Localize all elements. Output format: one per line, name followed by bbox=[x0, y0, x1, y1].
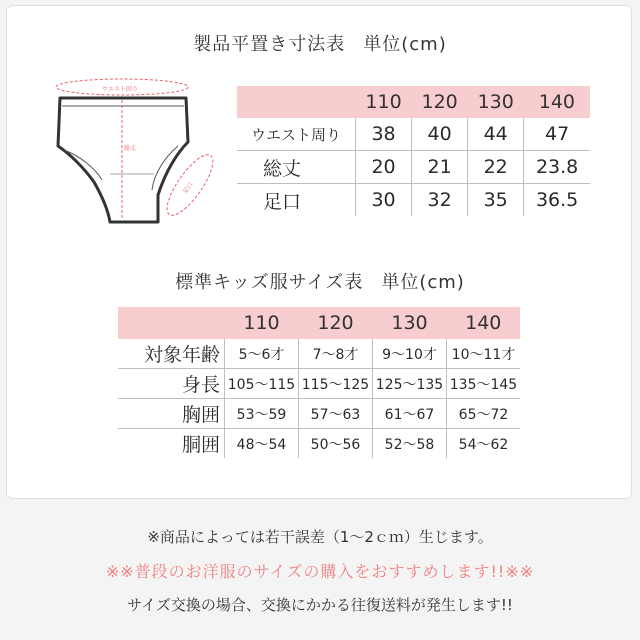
product-table-header-row bbox=[237, 86, 590, 118]
table-cell: 53〜59 bbox=[225, 399, 299, 429]
table-row bbox=[118, 369, 520, 399]
size-header-130: 130 bbox=[468, 86, 524, 118]
kids-size-table bbox=[118, 307, 520, 458]
header-blank-cell bbox=[118, 307, 225, 339]
size-header-120: 120 bbox=[412, 86, 468, 118]
waist-label: ウエスト回り bbox=[102, 86, 139, 93]
kids-table-header-row bbox=[118, 307, 520, 339]
length-label: 総丈 bbox=[124, 145, 137, 152]
row-label: 対象年齢 bbox=[143, 344, 220, 366]
garment-outline bbox=[58, 98, 188, 222]
table-cell: 61〜67 bbox=[373, 399, 447, 429]
product-table-title bbox=[0, 30, 640, 56]
table-cell: 48〜54 bbox=[225, 429, 299, 459]
table-row bbox=[237, 184, 590, 217]
table-cell: 50〜56 bbox=[299, 429, 373, 459]
table-cell: 57〜63 bbox=[299, 399, 373, 429]
table-row bbox=[118, 399, 520, 429]
header-blank-cell bbox=[237, 86, 356, 118]
note-error-margin: ※商品によっては若干誤差（1〜2ｃｍ）生じます。 bbox=[147, 528, 493, 546]
table-cell: 35 bbox=[468, 184, 524, 217]
size-header-120: 120 bbox=[299, 307, 373, 339]
row-label: 胴囲 bbox=[118, 429, 225, 459]
table-cell: 23.8 bbox=[524, 151, 590, 184]
kids-table-unit: 単位(cm) bbox=[381, 272, 465, 293]
kids-table-title bbox=[0, 268, 640, 294]
table-cell: 105〜115 bbox=[225, 369, 299, 399]
table-cell: 21 bbox=[412, 151, 468, 184]
row-label: 足口 bbox=[237, 184, 356, 217]
leg-seam-right bbox=[152, 146, 178, 190]
table-cell: 54〜62 bbox=[447, 429, 521, 459]
table-cell: 36.5 bbox=[524, 184, 590, 217]
product-size-table bbox=[237, 86, 590, 216]
table-cell: 115〜125 bbox=[299, 369, 373, 399]
table-cell: 10〜11才 bbox=[447, 339, 521, 369]
size-header-140: 140 bbox=[524, 86, 590, 118]
table-cell: 44 bbox=[468, 118, 524, 151]
table-cell: 9〜10才 bbox=[373, 339, 447, 369]
table-cell: 135〜145 bbox=[447, 369, 521, 399]
underwear-diagram bbox=[40, 70, 230, 240]
row-label: 胸囲 bbox=[118, 399, 225, 429]
size-header-140: 140 bbox=[447, 307, 521, 339]
table-cell: 65〜72 bbox=[447, 399, 521, 429]
size-header-130: 130 bbox=[373, 307, 447, 339]
table-cell: 47 bbox=[524, 118, 590, 151]
table-cell: 38 bbox=[356, 118, 412, 151]
row-label: 身長 bbox=[118, 369, 225, 399]
row-label: ウエスト周り bbox=[250, 125, 341, 144]
table-row bbox=[118, 429, 520, 459]
row-label: 総丈 bbox=[237, 151, 356, 184]
leg-label: 足口 bbox=[181, 181, 195, 196]
table-row bbox=[118, 339, 520, 369]
product-table-title-text: 製品平置き寸法表 bbox=[193, 34, 346, 55]
table-cell: 30 bbox=[356, 184, 412, 217]
note-recommend-size: ※※普段のお洋服のサイズの購入をおすすめします!!※※ bbox=[105, 562, 535, 581]
table-cell: 22 bbox=[468, 151, 524, 184]
size-header-110: 110 bbox=[356, 86, 412, 118]
note-exchange-shipping: サイズ交換の場合、交換にかかる往復送料が発生します!! bbox=[127, 596, 513, 614]
table-cell: 52〜58 bbox=[373, 429, 447, 459]
table-cell: 40 bbox=[412, 118, 468, 151]
size-header-110: 110 bbox=[225, 307, 299, 339]
table-cell: 125〜135 bbox=[373, 369, 447, 399]
table-cell: 32 bbox=[412, 184, 468, 217]
table-cell: 20 bbox=[356, 151, 412, 184]
table-cell: 5〜6才 bbox=[225, 339, 299, 369]
product-table-unit: 単位(cm) bbox=[363, 34, 447, 55]
table-cell: 7〜8才 bbox=[299, 339, 373, 369]
kids-table-title-text: 標準キッズ服サイズ表 bbox=[175, 272, 364, 293]
table-row bbox=[237, 151, 590, 184]
table-row bbox=[237, 118, 590, 151]
